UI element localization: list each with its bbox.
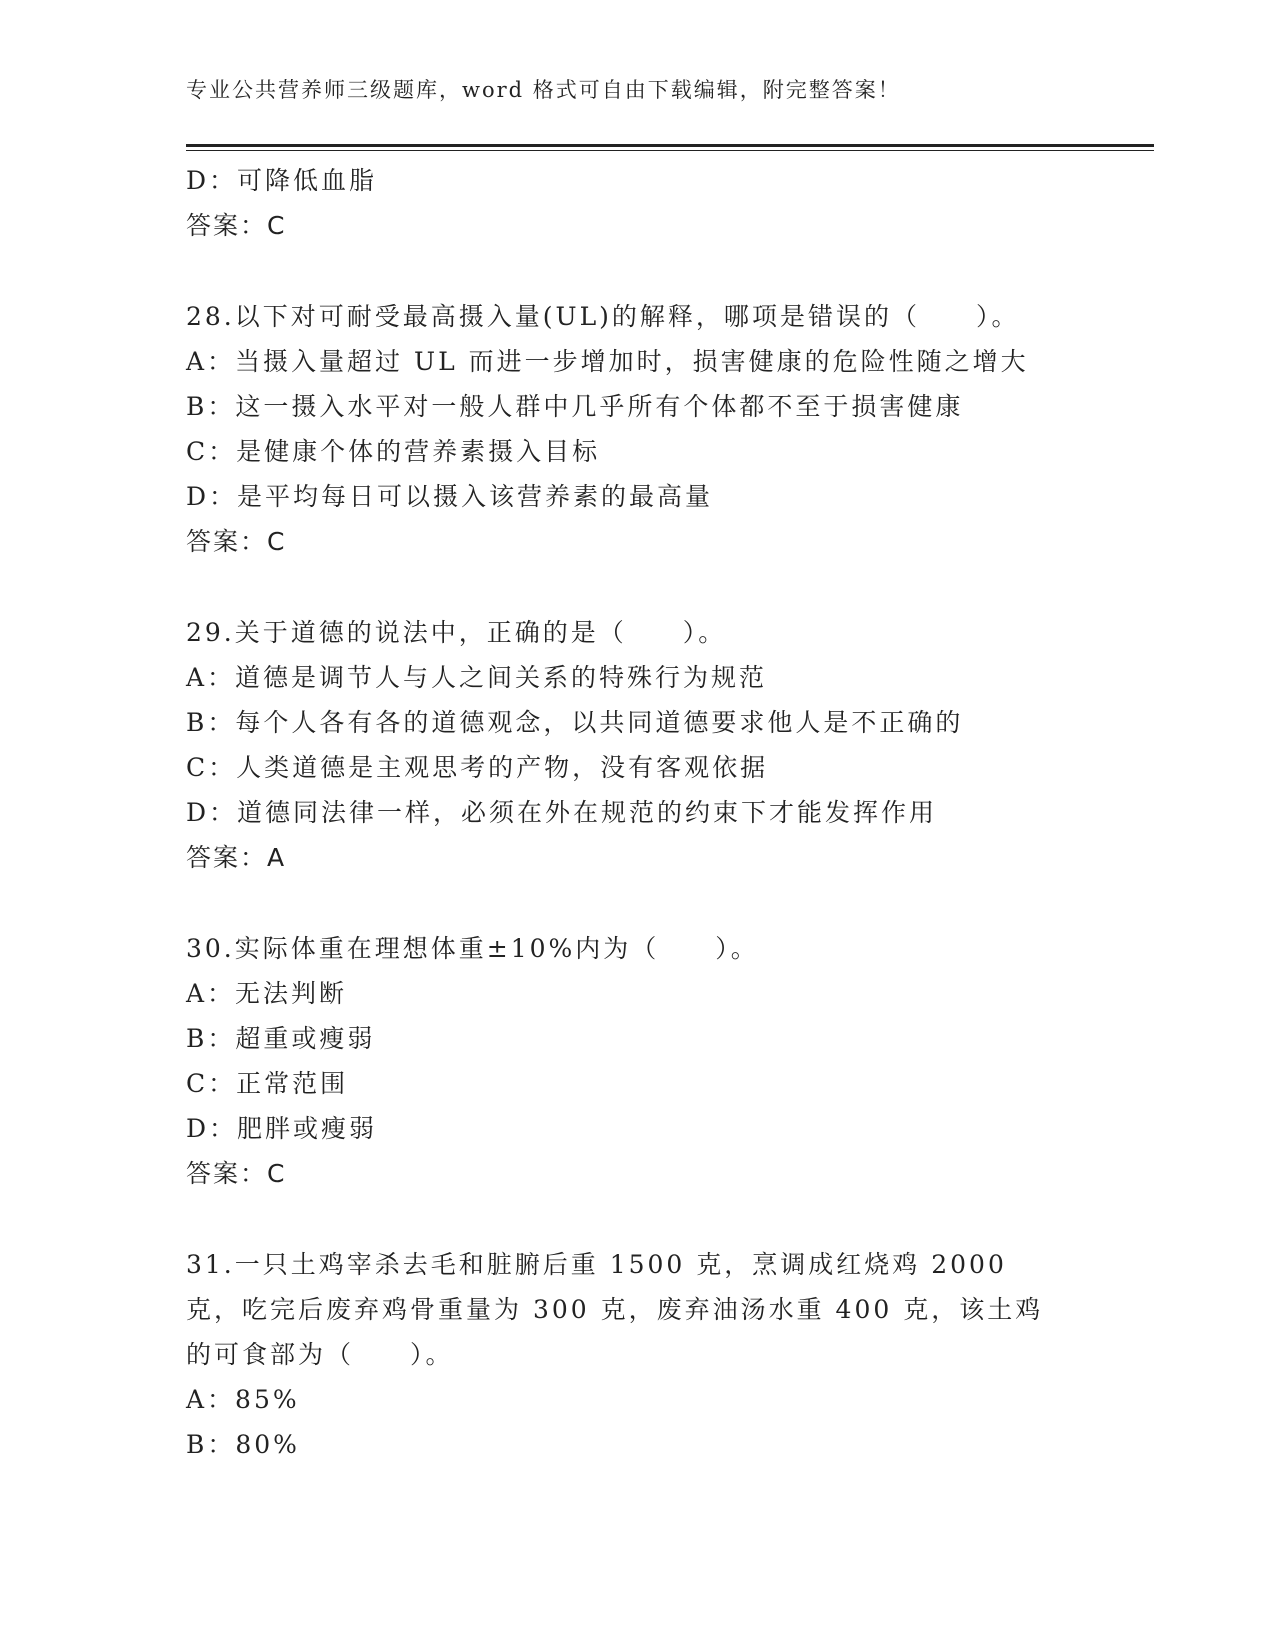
option-c: C：是健康个体的营养素摄入目标 — [186, 437, 601, 466]
option-b: B：80% — [186, 1430, 300, 1459]
question-stem: 28.以下对可耐受最高摄入量(UL)的解释，哪项是错误的（ ）。 — [186, 302, 1020, 331]
spacer — [186, 248, 1086, 294]
option-c: C：正常范围 — [186, 1069, 349, 1098]
document-body — [186, 158, 1086, 1467]
option-d: D：肥胖或瘦弱 — [186, 1114, 378, 1143]
header-rule-thin — [186, 150, 1154, 151]
spacer — [186, 564, 1086, 610]
option-c: C：人类道德是主观思考的产物，没有客观依据 — [186, 753, 769, 782]
answer: 答案：A — [186, 843, 287, 872]
option-a: A：当摄入量超过 UL 而进一步增加时，损害健康的危险性随之增大 — [186, 347, 1029, 376]
answer: 答案：C — [186, 527, 287, 556]
question-stem: 30.实际体重在理想体重±10%内为（ ）。 — [186, 934, 759, 963]
question-stem: 31.一只土鸡宰杀去毛和脏腑后重 1500 克，烹调成红烧鸡 2000 克，吃完后废弃鸡骨重量为 300 克，废弃油汤水重 400 克，该土鸡的可食部为（ ）。 — [186, 1250, 1044, 1369]
option-d: D：道德同法律一样，必须在外在规范的约束下才能发挥作用 — [186, 798, 938, 827]
spacer — [186, 1196, 1086, 1242]
option-a: A：无法判断 — [186, 979, 348, 1008]
option-a: A：道德是调节人与人之间关系的特殊行为规范 — [186, 663, 768, 692]
option-a: A：85% — [186, 1385, 300, 1414]
answer: 答案：C — [186, 1159, 287, 1188]
question-stem: 29.关于道德的说法中，正确的是（ ）。 — [186, 618, 727, 647]
header-rule-thick — [186, 144, 1154, 147]
option-b: B：每个人各有各的道德观念，以共同道德要求他人是不正确的 — [186, 708, 964, 737]
prev-answer: 答案：C — [186, 211, 287, 240]
page-header: 专业公共营养师三级题库，word 格式可自由下载编辑，附完整答案！ — [186, 78, 901, 102]
option-b: B：这一摄入水平对一般人群中几乎所有个体都不至于损害健康 — [186, 392, 964, 421]
spacer — [186, 880, 1086, 926]
option-b: B：超重或瘦弱 — [186, 1024, 376, 1053]
option-d: D：是平均每日可以摄入该营养素的最高量 — [186, 482, 714, 511]
prev-option-d: D：可降低血脂 — [186, 166, 378, 195]
